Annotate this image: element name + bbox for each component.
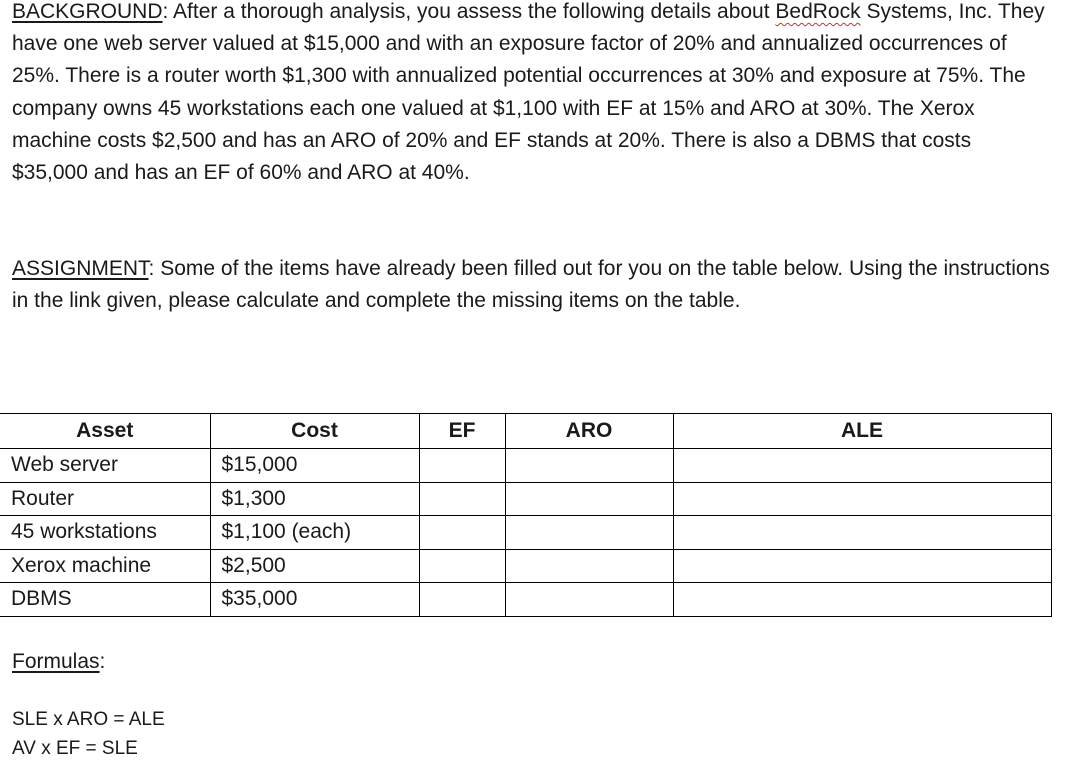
cost-cell: $1,300 <box>210 482 419 516</box>
formula-sle: AV x EF = SLE <box>12 738 138 759</box>
aro-cell[interactable] <box>505 516 673 550</box>
assignment-heading: ASSIGNMENT <box>12 257 149 280</box>
ale-cell[interactable] <box>673 449 1051 483</box>
header-cost: Cost <box>210 414 419 449</box>
ef-cell[interactable] <box>419 516 505 550</box>
asset-cell: Xerox machine <box>0 549 210 583</box>
ale-cell[interactable] <box>673 549 1051 583</box>
asset-cell: Router <box>0 482 210 516</box>
cost-cell: $1,100 (each) <box>210 516 419 550</box>
background-heading: BACKGROUND <box>12 0 163 23</box>
formula-ale: SLE x ARO = ALE <box>12 709 165 730</box>
asset-cell: 45 workstations <box>0 516 210 550</box>
assignment-paragraph <box>12 253 1052 317</box>
table-row <box>0 549 1051 583</box>
table-row <box>0 516 1051 550</box>
header-ale: ALE <box>673 414 1051 449</box>
background-text-intro: : After a thorough analysis, you assess the following details about <box>162 0 776 23</box>
header-ef: EF <box>419 414 505 449</box>
ef-cell[interactable] <box>419 449 505 483</box>
formulas-colon: : <box>99 650 106 673</box>
company-name: BedRock <box>775 0 861 23</box>
ef-cell[interactable] <box>419 583 505 617</box>
table-header-row <box>0 414 1051 449</box>
table-row <box>0 449 1051 483</box>
aro-cell[interactable] <box>505 449 673 483</box>
cost-cell: $35,000 <box>210 583 419 617</box>
aro-cell[interactable] <box>505 482 673 516</box>
ale-cell[interactable] <box>673 516 1051 550</box>
background-text-body: Systems, Inc. They have one web server valued at $15,000 and with an exposure factor of 20% and annualized occurrences of 25%. There is a router worth $1,300 with annualized potential occurrences at 30% and exposure at 75%. The company owns 45 workstations each one valued at $1,100 with EF at 15% and ARO at 30%. The Xerox machine costs $2,500 and has an ARO of 20% and EF stands at 20%. There is also a DBMS that costs $35,000 and has an EF of 60% and ARO at 40%. <box>12 0 1045 185</box>
aro-cell[interactable] <box>505 549 673 583</box>
cost-cell: $2,500 <box>210 549 419 583</box>
table-row <box>0 583 1051 617</box>
risk-assessment-table <box>0 413 1052 617</box>
ale-cell[interactable] <box>673 482 1051 516</box>
header-asset: Asset <box>0 414 210 449</box>
cost-cell: $15,000 <box>210 449 419 483</box>
formulas-heading-line <box>12 647 105 677</box>
ef-cell[interactable] <box>419 549 505 583</box>
ale-cell[interactable] <box>673 583 1051 617</box>
aro-cell[interactable] <box>505 583 673 617</box>
header-aro: ARO <box>505 414 673 449</box>
asset-cell: Web server <box>0 449 210 483</box>
asset-cell: DBMS <box>0 583 210 617</box>
formulas-heading: Formulas <box>12 650 100 673</box>
table-row <box>0 482 1051 516</box>
assignment-text: : Some of the items have already been filled out for you on the table below. Using the instructions in the link given, please calculate and complete the missing items on the table. <box>12 257 1050 313</box>
ef-cell[interactable] <box>419 482 505 516</box>
background-paragraph <box>12 0 1052 189</box>
